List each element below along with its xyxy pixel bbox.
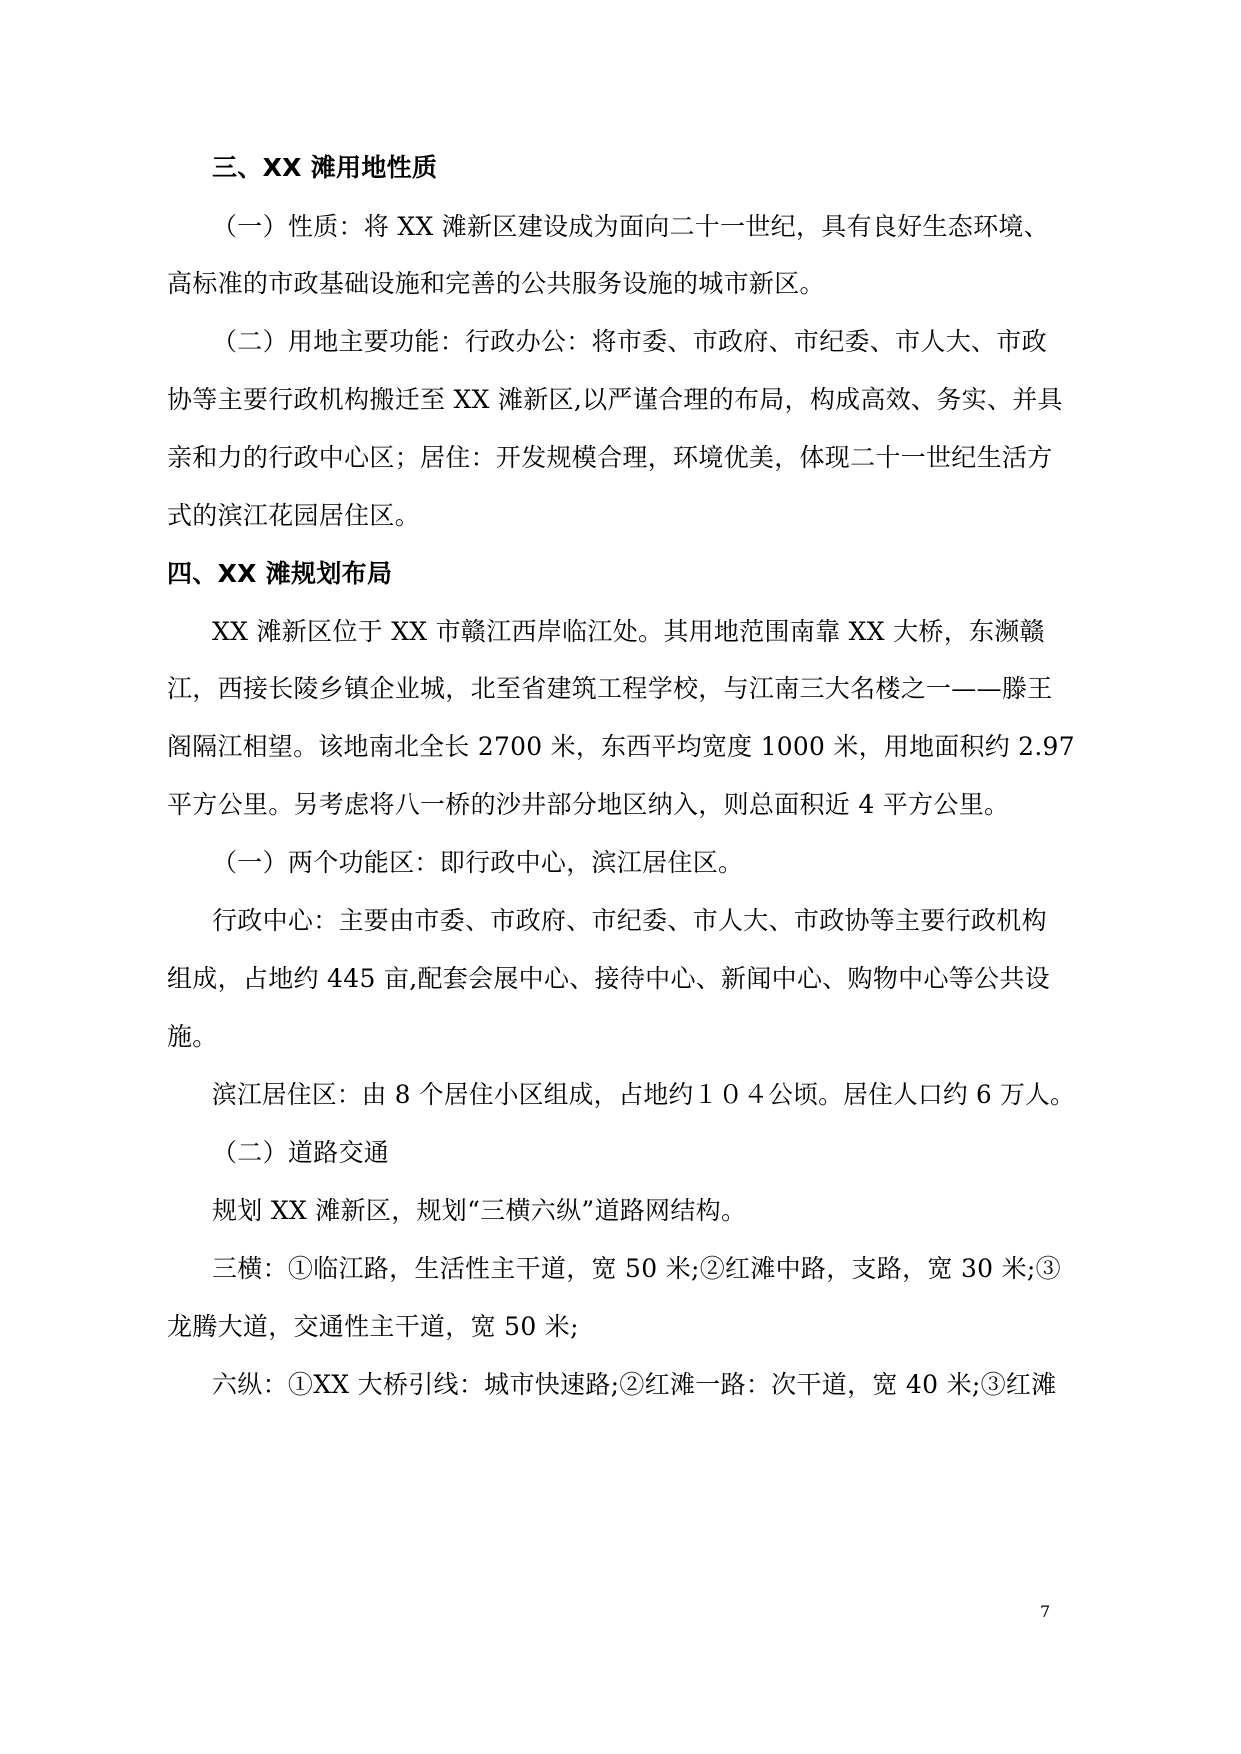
paragraph-line: 规划 XX 滩新区，规划“三横六纵”道路网结构。 [212,1196,747,1225]
paragraph-line: （二）用地主要功能：行政办公：将市委、市政府、市纪委、市人大、市政 [212,327,1047,356]
section-4-heading: 四、XX 滩规划布局 [167,559,393,588]
paragraph-line: 组成，占地约 445 亩,配套会展中心、接待中心、新闻中心、购物中心等公共设 [167,964,1050,993]
paragraph-line: 行政中心：主要由市委、市政府、市纪委、市人大、市政协等主要行政机构 [212,906,1047,935]
paragraph-line: 高标准的市政基础设施和完善的公共服务设施的城市新区。 [167,269,825,298]
paragraph-line: 六纵：①XX 大桥引线：城市快速路;②红滩一路：次干道，宽 40 米;③红滩 [212,1370,1057,1399]
paragraph-line: XX 滩新区位于 XX 市赣江西岸临江处。其用地范围南靠 XX 大桥，东濒赣 [212,617,1045,646]
section-3-heading: 三、XX 滩用地性质 [212,153,438,182]
paragraph-line: 三横：①临江路，生活性主干道，宽 50 米;②红滩中路，支路，宽 30 米;③ [212,1254,1061,1283]
page-number: 7 [1040,1602,1051,1621]
paragraph-line: 亲和力的行政中心区；居住：开发规模合理，环境优美，体现二十一世纪生活方 [167,443,1053,472]
paragraph-line: 施。 [167,1022,218,1051]
paragraph-line: 阁隔江相望。该地南北全长 2700 米，东西平均宽度 1000 米，用地面积约 2.97 [167,732,1075,761]
paragraph-line: 龙腾大道，交通性主干道，宽 50 米; [167,1312,579,1341]
paragraph-line: 平方公里。另考虑将八一桥的沙井部分地区纳入，则总面积近 4 平方公里。 [167,790,1010,819]
paragraph-line: 滨江居住区：由 8 个居住小区组成，占地约１０４公顷。居住人口约 6 万人。 [212,1080,1076,1109]
subsection-2-heading: （二）道路交通 [212,1138,390,1167]
paragraph-line: 式的滨江花园居住区。 [167,501,421,530]
paragraph-line: 江，西接长陵乡镇企业城，北至省建筑工程学校，与江南三大名楼之一——滕王 [167,674,1053,703]
subsection-1-heading: （一）两个功能区：即行政中心，滨江居住区。 [212,848,744,877]
paragraph-line: （一）性质：将 XX 滩新区建设成为面向二十一世纪，具有良好生态环境、 [212,212,1049,241]
paragraph-line: 协等主要行政机构搬迁至 XX 滩新区,以严谨合理的布局，构成高效、务实、并具 [167,385,1063,414]
